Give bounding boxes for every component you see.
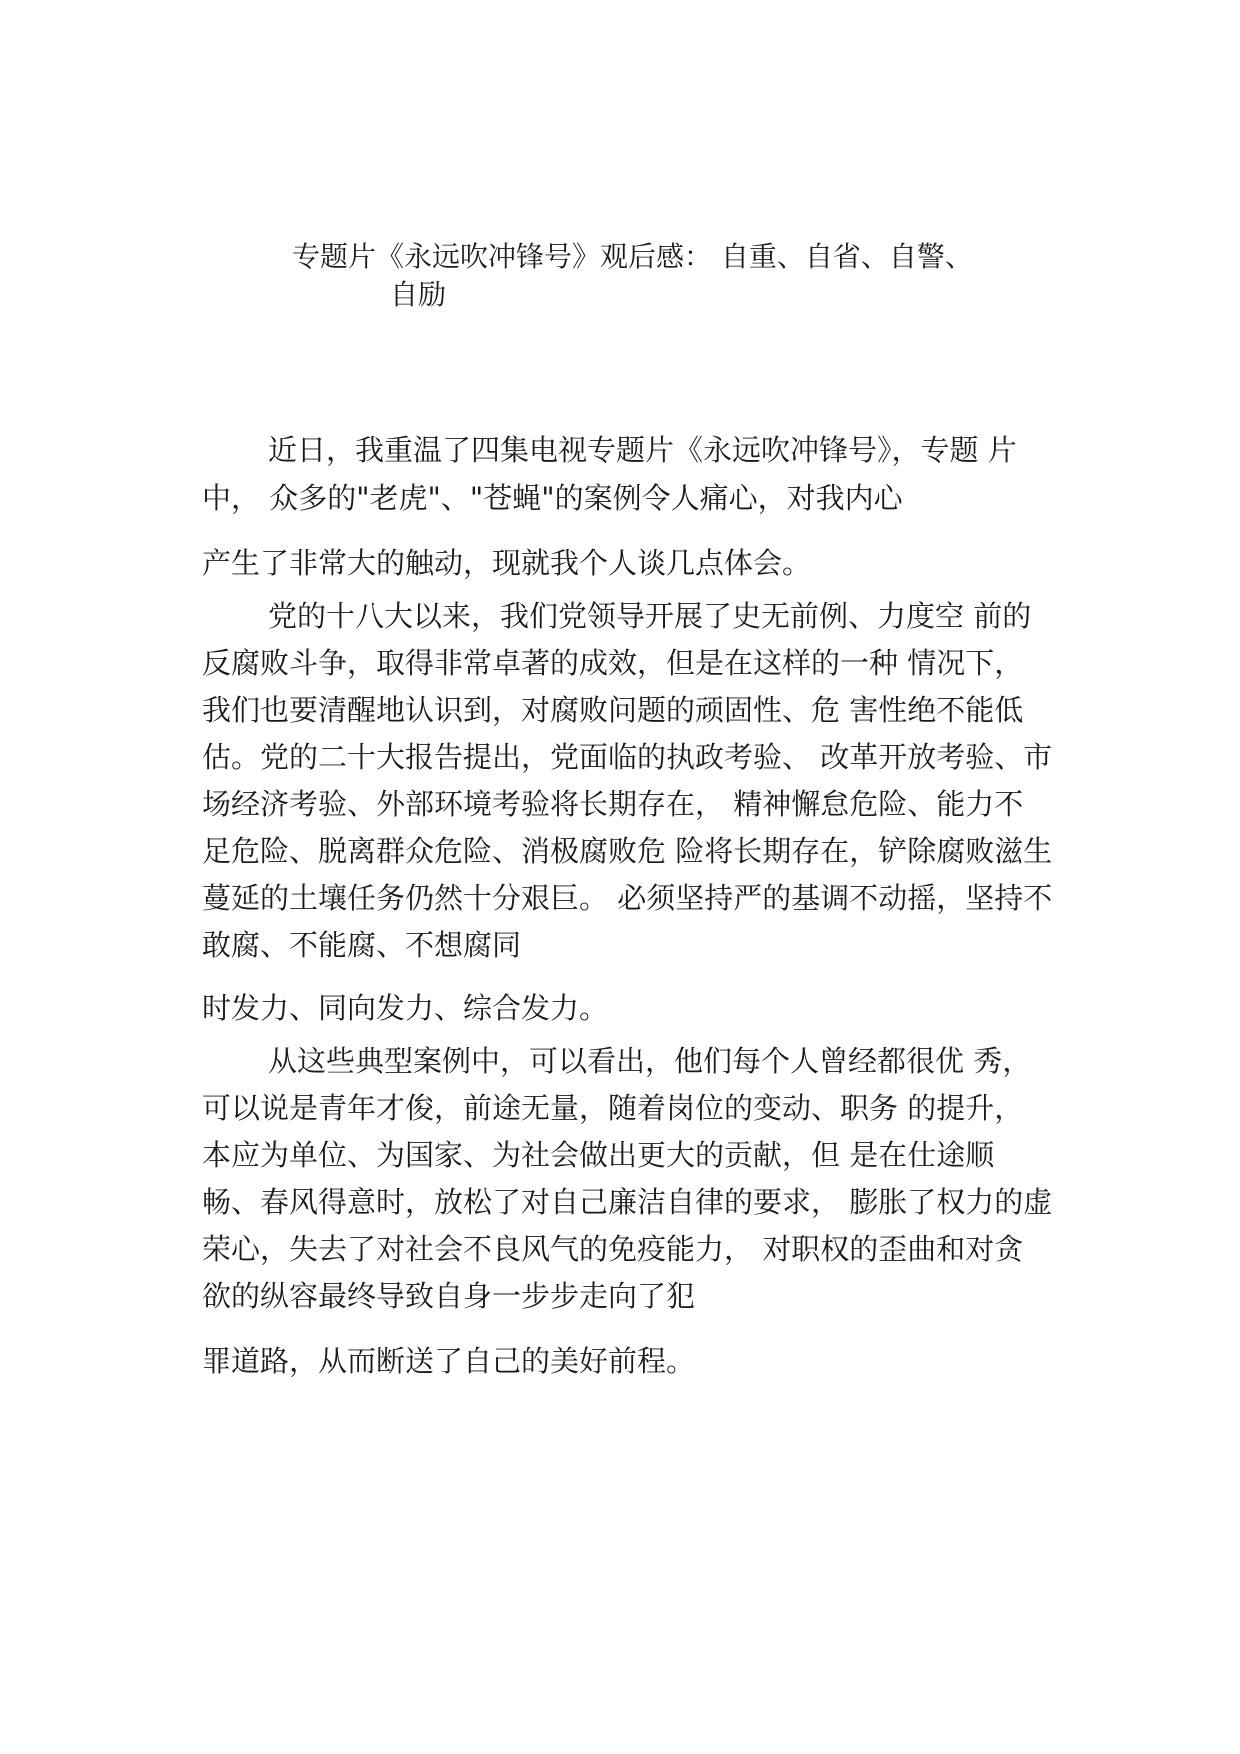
paragraph-3-line-5: 荣心，失去了对社会不良风气的免疫能力， 对职权的歪曲和对贪 [202, 1232, 1024, 1266]
paragraph-2-line-2: 反腐败斗争，取得非常卓著的成效，但是在这样的一种 情况下， [202, 646, 1024, 680]
paragraph-2-line-9: 时发力、同向发力、综合发力。 [202, 991, 609, 1025]
paragraph-3-line-6: 欲的纵容最终导致自身一步步走向了犯 [202, 1279, 696, 1313]
paragraph-1-line-2: 中， 众多的"老虎"、"苍蝇"的案例令人痛心，对我内心 [202, 481, 903, 515]
paragraph-3-line-3: 本应为单位、为国家、为社会做出更大的贡献，但 是在仕途顺 [202, 1138, 995, 1172]
title-line-2: 自励 [390, 278, 447, 311]
paragraph-2-line-6: 足危险、脱离群众危险、消极腐败危 险将长期存在，铲除腐败滋生 [202, 834, 1053, 868]
paragraph-1-line-3: 产生了非常大的触动，现就我个人谈几点体会。 [202, 546, 812, 580]
paragraph-2-line-8: 敢腐、不能腐、不想腐同 [202, 928, 522, 962]
paragraph-3-line-7: 罪道路，从而断送了自己的美好前程。 [202, 1344, 696, 1378]
title-line-1: 专题片《永远吹冲锋号》观后感： 自重、自省、自警、 [292, 240, 973, 273]
paragraph-2-line-3: 我们也要清醒地认识到，对腐败问题的顽固性、危 害性绝不能低 [202, 693, 1024, 727]
document-title [292, 238, 1012, 314]
paragraph-2-line-5: 场经济考验、外部环境考验将长期存在， 精神懈怠危险、能力不 [202, 787, 1024, 821]
paragraph-1-line-1: 近日，我重温了四集电视专题片《永远吹冲锋号》，专题 片 [268, 433, 1017, 467]
paragraph-3-line-4: 畅、春风得意时，放松了对自己廉洁自律的要求， 膨胀了权力的虚 [202, 1185, 1053, 1219]
paragraph-3-line-2: 可以说是青年才俊，前途无量，随着岗位的变动、职务 的提升， [202, 1091, 1024, 1125]
paragraph-2-line-1: 党的十八大以来，我们党领导开展了史无前例、力度空 前的 [268, 599, 1032, 633]
paragraph-2-line-7: 蔓延的土壤任务仍然十分艰巨。 必须坚持严的基调不动摇，坚持不 [202, 881, 1053, 915]
paragraph-2-line-4: 估。党的二十大报告提出，党面临的执政考验、 改革开放考验、市 [202, 740, 1053, 774]
paragraph-3-line-1: 从这些典型案例中，可以看出，他们每个人曾经都很优 秀， [268, 1044, 1032, 1078]
